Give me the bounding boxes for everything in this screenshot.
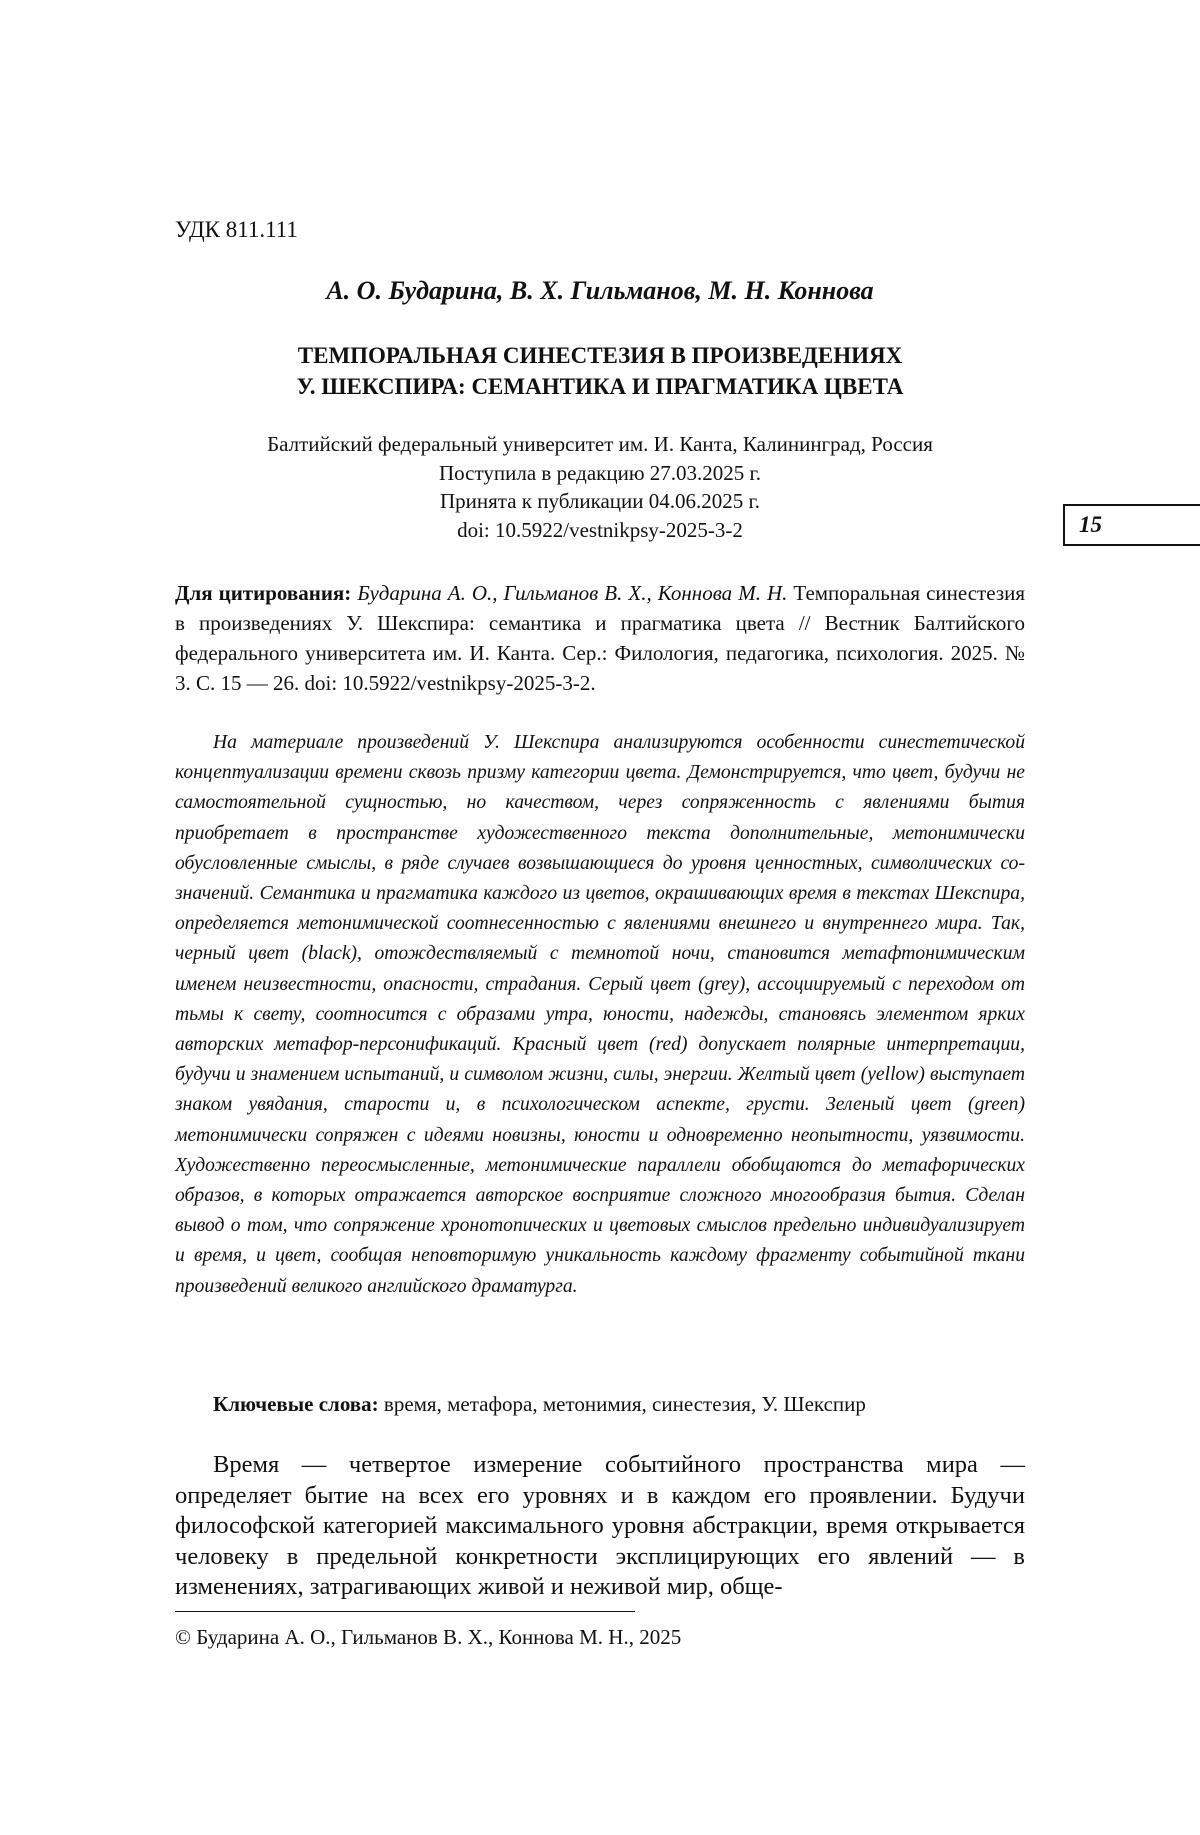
article-authors: А. О. Бударина, В. Х. Гильманов, М. Н. Коннова: [326, 276, 874, 305]
university: Балтийский федеральный университет им. И. Канта, Калининград, Россия: [267, 432, 933, 456]
title-line-2: У. ШЕКСПИРА: СЕМАНТИКА И ПРАГМАТИКА ЦВЕТА: [296, 374, 904, 399]
received-date: Поступила в редакцию 27.03.2025 г.: [438, 460, 761, 485]
keywords-block: [213, 1392, 1025, 1417]
keywords-text: время, метафора, метонимия, синестезия, У. Шекспир: [383, 1392, 866, 1416]
doi: doi: 10.5922/vestnikpsy-2025-3-2: [457, 517, 743, 542]
citation-block: [175, 578, 1025, 698]
accepted-date: Принята к публикации 04.06.2025 г.: [439, 489, 760, 513]
affiliation-block: [175, 430, 1025, 544]
keywords-lead: Ключевые слова:: [213, 1392, 379, 1416]
citation-authors: Бударина А. О., Гильманов В. Х., Коннова М. Н.: [357, 581, 788, 605]
article-title: [175, 340, 1025, 402]
copyright-notice: © Бударина А. О., Гильманов В. Х., Коннова М. Н., 2025: [175, 1625, 682, 1649]
citation-lead: Для цитирования:: [175, 581, 352, 605]
citation-text: Темпоральная синестезия в произведениях У. Шекспира: семантика и прагматика цвета // Вестник Балтийского федерального университета им. И. Канта. Сер.: Филология, педагогика, психология. 2025. № 3. С. 15 — 26. doi: 10.5922/vestnikpsy-2025-3-2.: [175, 581, 1026, 695]
footnote-divider: [175, 1611, 635, 1612]
abstract: На материале произведений У. Шекспира анализируются особенности синестетической концептуализации времени сквозь призму категории цвета. Демонстрируется, что цвет, будучи не самостоятельной сущностью, но качеством, через сопряженность с явлениями бытия приобретает в пространстве художественного текста дополнительные, метонимически обусловленные смыслы, в ряде случаев возвышающиеся до уровня ценностных, символических со-значений. Семантика и прагматика каждого из цветов, окрашивающих время в текстах Шекспира, определяется метонимической соотнесенностью с явлениями внешнего и внутреннего мира. Так, черный цвет (black), отождествляемый с темнотой ночи, становится метафтонимическим именем неизвестности, опасности, страдания. Серый цвет (grey), ассоциируемый с переходом от тьмы к свету, соотносится с образами утра, юности, надежды, становясь элементом ярких авторских метафор-персонификаций. Красный цвет (red) допускает полярные интерпретации, будучи и знамением испытаний, и символом жизни, силы, энергии. Желтый цвет (yellow) выступает знаком увядания, старости и, в психологическом аспекте, грусти. Зеленый цвет (green) метонимически сопряжен с идеями новизны, юности и одновременно неопытности, уязвимости. Художественно переосмысленные, метонимические параллели обобщаются до метафорических образов, в которых отражается авторское восприятие сложного многообразия бытия. Сделан вывод о том, что сопряжение хронотопических и цветовых смыслов предельно индивидуализирует и время, и цвет, сообщая неповторимую уникальность каждому фрагменту событийной ткани произведений великого английского драматурга.: [175, 732, 1025, 1297]
title-line-1: ТЕМПОРАЛЬНАЯ СИНЕСТЕЗИЯ В ПРОИЗВЕДЕНИЯХ: [297, 343, 903, 368]
body-paragraph: Время — четвертое измерение событийного пространства мира — определяет бытие на всех его уровнях и в каждом его проявлении. Будучи философской категорией максимального уровня абстракции, время открывается человеку в предельной конкретности эксплицирующих его явлений — в изменениях, затрагивающих живой и неживой мир, обще-: [175, 1451, 1025, 1600]
page-number-tab: 15: [1063, 504, 1200, 546]
udk-code: УДК 811.111: [175, 217, 298, 242]
